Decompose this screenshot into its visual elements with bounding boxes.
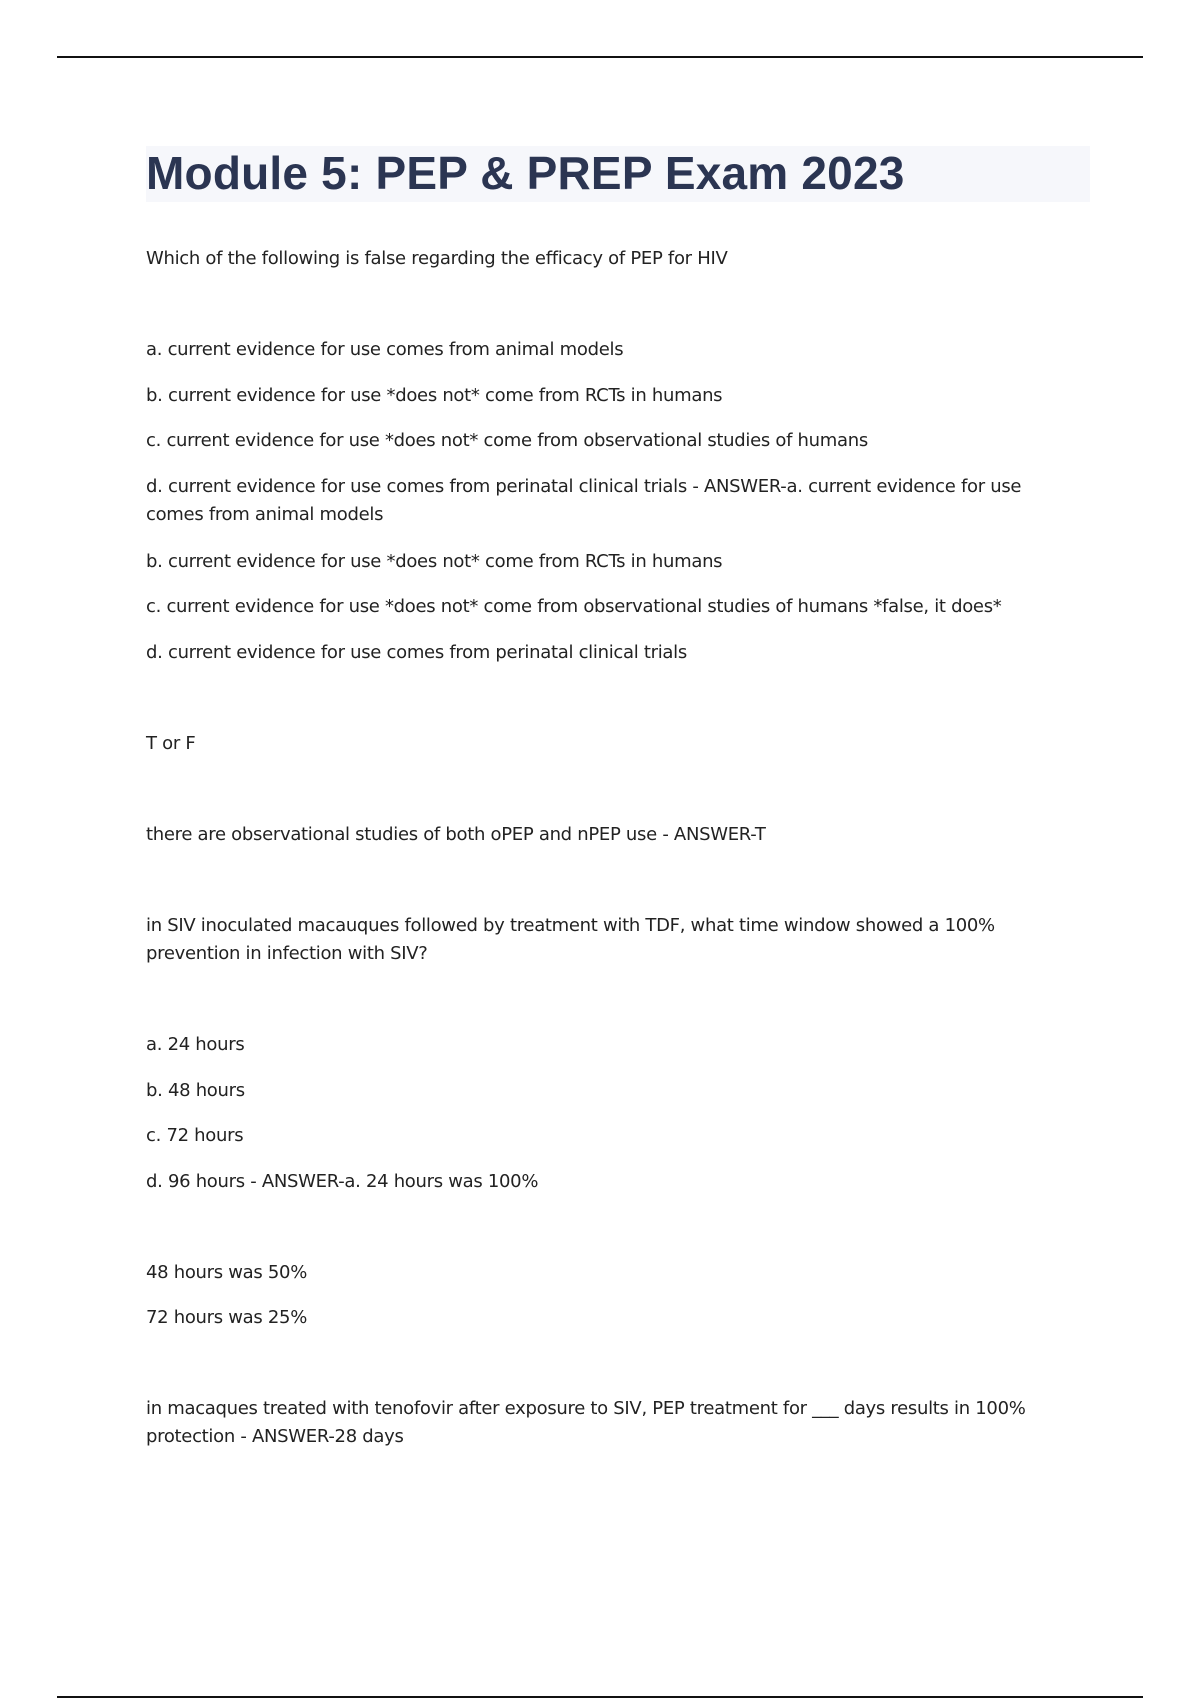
answer-3-line-72h: 72 hours was 25% bbox=[146, 1307, 308, 1328]
question-3-option-c: c. 72 hours bbox=[146, 1125, 244, 1146]
top-divider bbox=[57, 56, 1143, 58]
question-1-text: Which of the following is false regarding the efficacy of PEP for HIV bbox=[146, 248, 728, 269]
question-3-text: in SIV inoculated macauques followed by treatment with TDF, what time window showed a 100% prevention in infection with SIV? bbox=[146, 915, 995, 964]
question-4-text-answer: in macaques treated with tenofovir after exposure to SIV, PEP treatment for ___ days results in 100% protection - ANSWER-28 days bbox=[146, 1398, 1026, 1447]
answer-1-line-b: b. current evidence for use *does not* come from RCTs in humans bbox=[146, 551, 723, 572]
answer-1-line-d: d. current evidence for use comes from perinatal clinical trials bbox=[146, 642, 687, 663]
document-title: Module 5: PEP & PREP Exam 2023 bbox=[146, 147, 905, 199]
question-1-option-c: c. current evidence for use *does not* come from observational studies of humans bbox=[146, 430, 868, 451]
question-1-option-d-answer: d. current evidence for use comes from perinatal clinical trials - ANSWER-a. current evidence for use comes from animal models bbox=[146, 476, 1022, 525]
question-2-label: T or F bbox=[146, 733, 196, 754]
question-3-option-d-answer: d. 96 hours - ANSWER-a. 24 hours was 100% bbox=[146, 1171, 539, 1192]
question-1-option-b: b. current evidence for use *does not* come from RCTs in humans bbox=[146, 385, 723, 406]
question-3-option-b: b. 48 hours bbox=[146, 1080, 245, 1101]
question-3-option-a: a. 24 hours bbox=[146, 1034, 245, 1055]
question-2-statement-answer: there are observational studies of both oPEP and nPEP use - ANSWER-T bbox=[146, 824, 766, 845]
bottom-divider bbox=[57, 1696, 1143, 1698]
answer-3-line-48h: 48 hours was 50% bbox=[146, 1262, 308, 1283]
question-1-option-a: a. current evidence for use comes from animal models bbox=[146, 339, 624, 360]
answer-1-line-c: c. current evidence for use *does not* come from observational studies of humans *false, it does* bbox=[146, 596, 1002, 617]
